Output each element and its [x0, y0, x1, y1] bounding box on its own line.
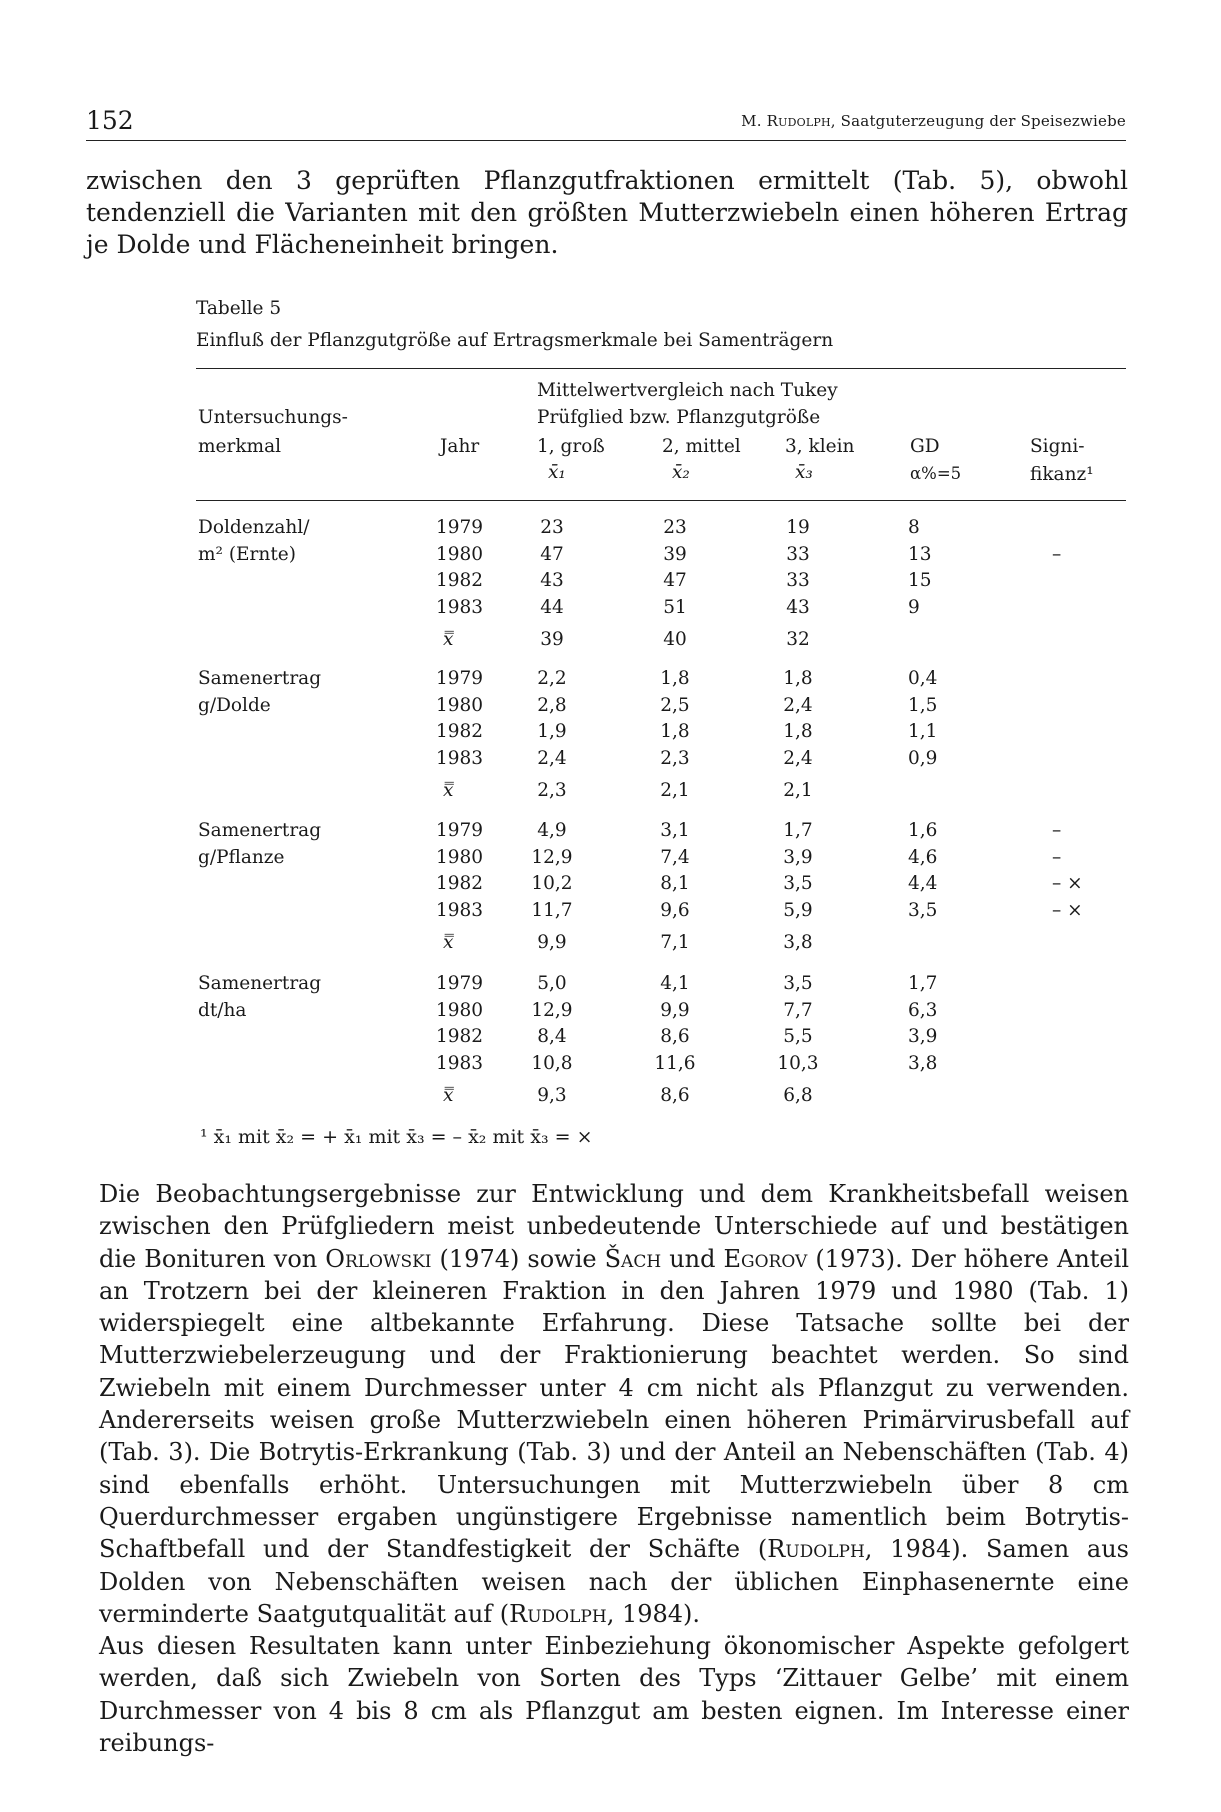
cell-klein: 33: [786, 570, 810, 591]
cited-author: Egorov: [723, 1244, 808, 1273]
cell-gd: 1,7: [908, 973, 938, 994]
cell-klein: 19: [786, 517, 810, 538]
cell-gd: 15: [908, 570, 932, 591]
cell-klein: 3,9: [783, 846, 813, 868]
cell-gd: 3,5: [908, 899, 938, 921]
header-group-line1: Mittelwertvergleich nach Tukey: [537, 380, 838, 401]
cell-gd: 3,9: [908, 1026, 938, 1047]
cell-gd: 1,6: [908, 820, 938, 841]
cell-jahr: 1982: [436, 570, 484, 591]
cited-author: Šach: [604, 1244, 662, 1273]
body-text: [99, 1178, 1129, 1759]
header-col3-symbol: x̄₃: [795, 462, 813, 483]
cell-klein: 2,4: [783, 747, 813, 769]
cell-jahr: 1979: [436, 973, 484, 994]
cell-groß: 11,7: [531, 899, 573, 921]
text-run: (1973). Der höhere Anteil an Trotzern bei der kleineren Fraktion in den Jahren 1979 und 1980 (Tab. 1) widerspiegelt eine altbekannte Erfahrung. Diese Tatsache sollte bei der Mutterzwiebelerzeugung und der Fraktionierung beachtet werden. So sind Zwiebeln mit einem Durchmesser unter 4 cm nicht als Pflanzgut zu verwenden. Andererseits weisen große Mutterzwiebeln einen höheren Primärvirusbefall auf (Tab. 3). Die Botrytis-Erkrankung (Tab. 3) und der Anteil an Nebenschäften (Tab. 4) sind ebenfalls erhöht. Untersuchungen mit Mutterzwiebeln über 8 cm Querdurchmesser ergaben ungünstigere Ergebnisse namentlich beim Botrytis-Schaftbefall und der Standfestigkeit der Schäfte (: [99, 1244, 1129, 1564]
cell-klein: 7,7: [783, 999, 813, 1021]
cell-klein: 1,8: [783, 668, 813, 689]
cell-signifikanz: –: [1052, 846, 1062, 868]
cell-mittel: 47: [663, 570, 687, 591]
mean-klein: 6,8: [783, 1085, 813, 1106]
header-merkmal-line1: Untersuchungs-: [198, 407, 348, 428]
cell-gd: 4,4: [908, 873, 938, 894]
body-paragraph-2: Aus diesen Resultaten kann unter Einbeziehung ökonomischer Aspekte gefolgert werden, daß sich Zwiebeln von Sorten des Typs ‘Zittauer Gelbe’ mit einem Durchmesser von 4 bis 8 cm als Pflanzgut am besten eignen. Im Interesse einer reibungs-: [99, 1632, 1129, 1758]
intro-paragraph: zwischen den 3 geprüften Pflanzgutfraktionen ermittelt (Tab. 5), obwohl tendenziell die Varianten mit den größten Mutterzwiebeln einen höheren Ertrag je Dolde und Flächeneinheit bringen.: [86, 166, 1128, 259]
cited-author: Orlowski: [325, 1244, 432, 1273]
cited-author: Rudolph: [767, 1535, 865, 1564]
mean-klein: 3,8: [783, 932, 813, 953]
cited-author: Rudolph: [509, 1599, 607, 1628]
cell-gd: 13: [908, 543, 932, 565]
cell-signifikanz: – ×: [1052, 873, 1083, 894]
text-run: Die Beobachtungsergebnisse zur Entwicklung und dem Krankheitsbefall weisen zwischen den Prüfgliedern meist unbedeutende Unterschiede auf und bestätigen die Bonituren von: [99, 1180, 1129, 1273]
cell-jahr: 1982: [436, 873, 484, 894]
cell-klein: 43: [786, 596, 810, 618]
group-label-line2: g/Pflanze: [198, 846, 285, 868]
cell-klein: 33: [786, 543, 810, 565]
group-label-line1: Doldenzahl/: [198, 517, 310, 538]
header-col2-symbol: x̄₂: [672, 462, 690, 483]
cell-mittel: 3,1: [660, 820, 690, 841]
cell-mittel: 8,6: [660, 1026, 690, 1047]
cell-klein: 10,3: [777, 1052, 819, 1074]
cell-gd: 0,9: [908, 747, 938, 769]
mean-mittel: 40: [663, 629, 687, 650]
cell-signifikanz: –: [1052, 543, 1062, 565]
text-run: , 1984).: [606, 1599, 701, 1628]
cell-jahr: 1979: [436, 668, 484, 689]
cell-gd: 4,6: [908, 846, 938, 868]
cell-mittel: 39: [663, 543, 687, 565]
header-col1: 1, groß: [537, 436, 605, 457]
cell-klein: 3,5: [783, 873, 813, 894]
cell-jahr: 1983: [436, 899, 484, 921]
cell-groß: 2,2: [537, 668, 567, 689]
mean-symbol: x̿: [443, 780, 454, 801]
cell-gd: 3,8: [908, 1052, 938, 1074]
group-label-line2: g/Dolde: [198, 694, 271, 716]
cell-klein: 1,7: [783, 820, 813, 841]
cell-mittel: 2,5: [660, 694, 690, 716]
author-prefix: M.: [741, 112, 762, 130]
cell-mittel: 11,6: [654, 1052, 696, 1074]
cell-jahr: 1982: [436, 721, 484, 742]
table-top-rule: [196, 368, 1126, 369]
cell-gd: 8: [908, 517, 920, 538]
cell-mittel: 7,4: [660, 846, 690, 868]
cell-jahr: 1979: [436, 517, 484, 538]
header-merkmal-line2: merkmal: [198, 436, 282, 457]
mean-symbol: x̿: [443, 629, 454, 650]
group-label-line2: dt/ha: [198, 999, 247, 1021]
cell-groß: 12,9: [531, 846, 573, 868]
group-label-line2: m² (Ernte): [198, 543, 296, 565]
group-label-line1: Samenertrag: [198, 668, 322, 689]
table-title: Einfluß der Pflanzgutgröße auf Ertragsmerkmale bei Samenträgern: [196, 330, 834, 351]
cell-gd: 1,5: [908, 694, 938, 716]
cell-groß: 2,4: [537, 747, 567, 769]
cell-groß: 43: [540, 570, 564, 591]
cell-jahr: 1979: [436, 820, 484, 841]
cell-mittel: 9,9: [660, 999, 690, 1021]
cell-groß: 47: [540, 543, 564, 565]
cell-mittel: 1,8: [660, 668, 690, 689]
cell-gd: 9: [908, 596, 920, 618]
cell-groß: 5,0: [537, 973, 567, 994]
mean-groß: 9,3: [537, 1085, 567, 1106]
cell-groß: 2,8: [537, 694, 567, 716]
cell-mittel: 9,6: [660, 899, 690, 921]
cell-klein: 1,8: [783, 721, 813, 742]
running-title: [741, 112, 1126, 130]
cell-jahr: 1983: [436, 1052, 484, 1074]
cell-jahr: 1980: [436, 999, 484, 1021]
mean-mittel: 7,1: [660, 932, 690, 953]
cell-klein: 5,9: [783, 899, 813, 921]
header-sig-line2: fikanz¹: [1030, 464, 1094, 485]
cell-mittel: 51: [663, 596, 687, 618]
cell-mittel: 23: [663, 517, 687, 538]
header-group-line2: Prüfglied bzw. Pflanzgutgröße: [537, 407, 821, 428]
cell-jahr: 1983: [436, 747, 484, 769]
cell-gd: 1,1: [908, 721, 938, 742]
author-name: Rudolph: [766, 112, 831, 130]
header-sig-line1: Signi-: [1030, 436, 1085, 457]
header-col1-symbol: x̄₁: [548, 462, 566, 483]
header-col2: 2, mittel: [662, 436, 741, 457]
text-run: (1974) sowie: [431, 1244, 605, 1273]
cell-groß: 8,4: [537, 1026, 567, 1047]
cell-mittel: 8,1: [660, 873, 690, 894]
header-gd: GD: [910, 436, 940, 457]
text-run: und: [661, 1244, 724, 1273]
cell-groß: 12,9: [531, 999, 573, 1021]
mean-mittel: 2,1: [660, 780, 690, 801]
group-label-line1: Samenertrag: [198, 973, 322, 994]
cell-signifikanz: – ×: [1052, 899, 1083, 921]
text-run: , 1984). Samen aus Dolden von Nebenschäften weisen nach der üblichen Einphasenernte eine verminderte Saatgutqualität auf (: [99, 1535, 1129, 1628]
cell-groß: 10,2: [531, 873, 573, 894]
table-label: Tabelle 5: [196, 298, 282, 319]
header-gd-alpha: α%=5: [910, 464, 962, 483]
cell-groß: 23: [540, 517, 564, 538]
cell-jahr: 1980: [436, 846, 484, 868]
group-label-line1: Samenertrag: [198, 820, 322, 841]
mean-groß: 39: [540, 629, 564, 650]
mean-klein: 2,1: [783, 780, 813, 801]
mean-symbol: x̿: [443, 1085, 454, 1106]
header-col3: 3, klein: [785, 436, 855, 457]
cell-groß: 10,8: [531, 1052, 573, 1074]
running-title-text: , Saatguterzeugung der Speisezwiebe: [830, 112, 1126, 130]
cell-gd: 6,3: [908, 999, 938, 1021]
cell-jahr: 1983: [436, 596, 484, 618]
running-header: [86, 100, 1126, 141]
header-jahr: Jahr: [440, 436, 480, 457]
cell-klein: 2,4: [783, 694, 813, 716]
cell-gd: 0,4: [908, 668, 938, 689]
cell-groß: 1,9: [537, 721, 567, 742]
table-footnote: ¹ x̄₁ mit x̄₂ = + x̄₁ mit x̄₃ = – x̄₂ mit x̄₃ = ×: [200, 1126, 593, 1148]
mean-klein: 32: [786, 629, 810, 650]
cell-groß: 4,9: [537, 820, 567, 841]
cell-mittel: 2,3: [660, 747, 690, 769]
cell-signifikanz: –: [1052, 820, 1062, 841]
cell-jahr: 1982: [436, 1026, 484, 1047]
mean-groß: 2,3: [537, 780, 567, 801]
body-paragraph-1: [99, 1178, 1129, 1630]
page-number: 152: [86, 106, 134, 135]
cell-mittel: 4,1: [660, 973, 690, 994]
cell-klein: 3,5: [783, 973, 813, 994]
mean-symbol: x̿: [443, 932, 454, 953]
cell-groß: 44: [540, 596, 564, 618]
mean-mittel: 8,6: [660, 1085, 690, 1106]
cell-jahr: 1980: [436, 543, 484, 565]
mean-groß: 9,9: [537, 932, 567, 953]
cell-klein: 5,5: [783, 1026, 813, 1047]
cell-jahr: 1980: [436, 694, 484, 716]
cell-mittel: 1,8: [660, 721, 690, 742]
table-header-rule: [196, 500, 1126, 501]
